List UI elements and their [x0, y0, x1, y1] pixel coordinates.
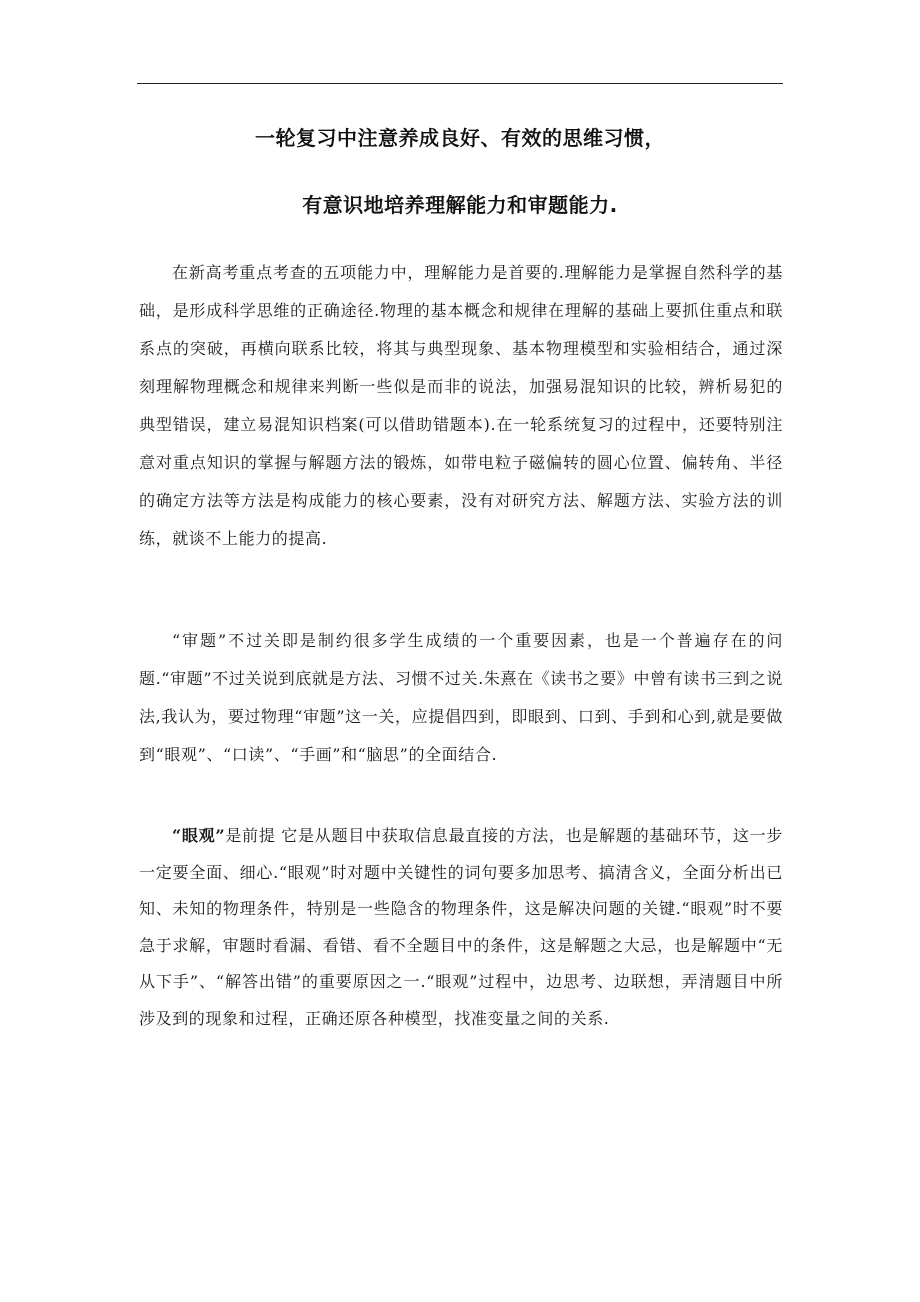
paragraph-lead-term: “眼观” [172, 826, 226, 845]
paragraph-comprehension: 在新高考重点考查的五项能力中，理解能力是首要的.理解能力是掌握自然科学的基础，是形成科学思维的正确途径.物理的基本概念和规律在理解的基础上要抓住重点和联系点的突破，再横向联系比较，将其与典型现象、基本物理模型和实验相结合，通过深刻理解物理概念和规律来判断一些似是而非的说法，加强易混知识的比较，辨析易犯的典型错误，建立易混知识档案(可以借助错题本).在一轮系统复习的过程中，还要特别注意对重点知识的掌握与解题方法的锻炼，如带电粒子磁偏转的圆心位置、偏转角、半径的确定方法等方法是构成能力的核心要素，没有对研究方法、解题方法、实验方法的训练，就谈不上能力的提高. [139, 263, 783, 548]
header-rule [137, 83, 783, 84]
title-line-1: 一轮复习中注意养成良好、有效的思维习惯， [255, 126, 665, 150]
paragraph-body: 是前提 它是从题目中获取信息最直接的方法，也是解题的基础环节，这一步一定要全面、细心.“眼观”时对题中关键性的词句要多加思考、搞清含义，全面分析出已知、未知的物理条件，特别是一些隐含的物理条件，这是解决问题的关键.“眼观”时不要急于求解，审题时看漏、看错、看不全题目中的条件，这是解题之大忌，也是解题中“无从下手”、“解答出错”的重要原因之一.“眼观”过程中，边思考、边联想，弄清题目中所涉及到的现象和过程，正确还原各种模型，找准变量之间的关系. [139, 826, 783, 1028]
paragraph-eye-observation [139, 818, 783, 1037]
title-line-2: 有意识地培养理解能力和审题能力. [302, 193, 618, 217]
paragraph-examining-questions: “审题”不过关即是制约很多学生成绩的一个重要因素，也是一个普遍存在的问题.“审题”不过关说到底就是方法、习惯不过关.朱熹在《读书之要》中曾有读书三到之说法,我认为，要过物理“审题”这一关，应提倡四到，即眼到、口到、手到和心到,就是要做到“眼观”、“口读”、“手画”和“脑思”的全面结合. [139, 631, 783, 764]
